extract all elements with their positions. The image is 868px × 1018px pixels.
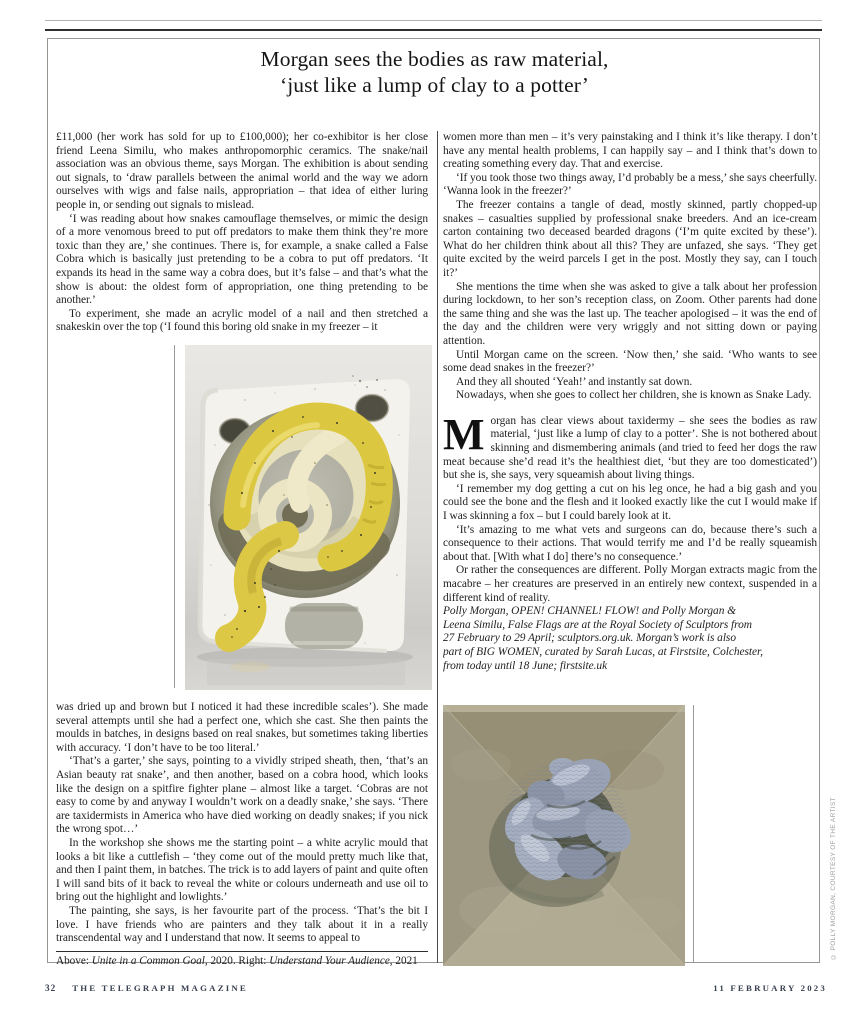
footer-left: [45, 983, 248, 993]
headline-line-2: ‘just like a lump of clay to a potter’: [279, 73, 590, 97]
body-paragraph: ‘I remember my dog getting a cut on his leg once, he had a big gash and you could see the bone and the flesh and it looked exactly like the cut I would make if I was skinning a fox – but I could barely look at it.: [443, 482, 817, 523]
listing-line: Leena Similu, False Flags are at the Royal Society of Sculptors from: [443, 618, 752, 631]
drop-cap-paragraph: [443, 409, 817, 483]
body-paragraph: In the workshop she shows me the starting point – a white acrylic mould that looks a bit like a cuttlefish – ‘they come out of the mould pretty much like that, and then I paint them, in batches. The trick is to add layers of paint and quite often I will sand bits of it back to reveal the white or colours underneath and use oil to bring out the highlight and lowlights.’: [56, 836, 428, 904]
left-column-upper-text: [56, 131, 428, 344]
caption-year-right: , 2021: [389, 955, 418, 967]
headline-line-1: Morgan sees the bodies as raw material,: [260, 47, 609, 71]
pull-quote-headline: [47, 46, 822, 98]
left-column-lower-text: [56, 701, 428, 949]
body-paragraph: Until Morgan came on the screen. ‘Now then,’ she said. ‘Who wants to see some dead snakes in the freezer?’: [443, 348, 817, 375]
caption-rule: [56, 951, 428, 952]
body-paragraph: She mentions the time when she was asked to give a talk about her profession during lockdown, to her son’s reception class, on Zoom. Other parents had done the same thing and she was the last up. The teacher apologised – it was the end of the day and the children were very wriggly and not sitting down or paying attention.: [443, 280, 817, 347]
caption-title-left: Unite in a Common Goal: [91, 955, 205, 967]
artwork-keyline-right: [693, 705, 694, 963]
right-column: [443, 131, 817, 703]
artwork-keyline-left: [174, 345, 175, 688]
body-paragraph: £11,000 (her work has sold for up to £100,000); her co-exhibitor is her close friend Leena Similu, who makes anthropomorphic ceramics. The snake/nail association was an obvious theme, says Morgan. The exhibition is about sending out signals, to ‘draw parallels between the animal world and the way we adorn ourselves with wigs and false nails, appropriation – that idea of either luring people in, or sending out signals to mislead.: [56, 131, 428, 211]
body-paragraph: Or rather the consequences are different. Polly Morgan extracts magic from the macabre – her creatures are preserved in an entirely new context, suspended in a different kind of reality.: [443, 564, 817, 604]
artwork-image-understand-your-audience: [443, 705, 685, 966]
issue-date: 11 FEBRUARY 2023: [713, 983, 827, 993]
body-paragraph: The freezer contains a tangle of dead, mostly skinned, partly chopped-up snakes – casualties supplied by professional snake breeders. And an ice-cream carton containing two deceased bearded dragons (‘I’m quite excited by these’). What do her children think about all this? They are unfazed, she says. ‘They get quite excited by the weird parcels I get in the post. Mostly they say, can I touch it?’: [443, 198, 817, 279]
magazine-title: THE TELEGRAPH MAGAZINE: [72, 983, 249, 993]
caption: [56, 955, 428, 968]
top-rule-light: [45, 20, 822, 21]
right-column-part1: [443, 131, 817, 403]
caption-separator: , 2020. Right:: [204, 955, 270, 967]
body-paragraph: And they all shouted ‘Yeah!’ and instantly sat down.: [456, 375, 693, 388]
caption-above-label: Above:: [56, 955, 92, 967]
photo-credit-vertical: © POLLY MORGAN, COURTESY OF THE ARTIST: [830, 797, 837, 960]
page-number: 32: [45, 983, 57, 993]
body-paragraph: To experiment, she made an acrylic model of a nail and then stretched a snakeskin over the top (‘I found this boring old snake in my freezer – it: [56, 307, 428, 334]
drop-cap-paragraph-text: organ has clear views about taxidermy – she sees the bodies as raw material, ‘just like a lump of clay to a potter’. She is not bothered about skinning and dismembering animals (and tried to feed her dogs the raw meat because she’d read it’s the healthiest diet, ‘but they are too domesticated’) but she is, she says, very squeamish about living things.: [443, 414, 817, 482]
drop-cap-letter: M: [443, 409, 485, 459]
top-rule-dark: [45, 29, 822, 31]
column-divider-rule: [437, 131, 438, 963]
right-column-part2: [443, 483, 817, 605]
body-paragraph: ‘If you took those two things away, I’d probably be a mess,’ she says cheerfully. ‘Wanna look in the freezer?’: [443, 171, 817, 198]
body-paragraph: Nowadays, when she goes to collect her children, she is known as Snake Lady.: [456, 389, 812, 402]
listing-line: 27 February to 29 April; sculptors.org.uk. Morgan’s work is also: [443, 632, 736, 645]
listing-line: Polly Morgan, OPEN! CHANNEL! FLOW! and Polly Morgan &: [443, 605, 736, 618]
caption-title-right: Understand Your Audience: [269, 955, 390, 967]
listing-line: from today until 18 June; firstsite.uk: [443, 659, 608, 672]
exhibition-listing: [443, 605, 817, 673]
artwork-image-unite-in-a-common-goal: [185, 345, 432, 690]
listing-line: part of BIG WOMEN, curated by Sarah Lucas, at Firstsite, Colchester,: [443, 645, 763, 658]
body-paragraph: The painting, she says, is her favourite part of the process. ‘That’s the bit I love. I have friends who are painters and they talk about it in a really transcendental way and I understand that now. It seems to appeal to: [56, 904, 428, 945]
body-paragraph: ‘It’s amazing to me what vets and surgeons can do, because there’s such a consequence to their actions. That would terrify me and I’d be really squeamish about that. [With what I do] there’s no consequence.’: [443, 523, 817, 563]
body-paragraph: was dried up and brown but I noticed it had these incredible scales’). She made several attempts until she had a perfect one, which she cast. She then paints the moulds in batches, in designs based on real snakes, but sometimes taking liberties with accuracy. ‘I don’t have to be too literal.’: [56, 701, 428, 754]
body-paragraph: ‘That’s a garter,’ she says, pointing to a vividly striped sheath, then, ‘that’s an Asian beauty rat snake’, and then another, based on a cobra hood, which looks like the design on a spitfire fighter plane – almost like a target. ‘Cobras are not easy to come by and anyway I wouldn’t work on a deadly snake,’ she says. ‘There are taxidermists in America who have died working on deadly snakes; if you nick the wrong spot…’: [56, 755, 428, 836]
body-paragraph: ‘I was reading about how snakes camouflage themselves, or mimic the design of a more venomous breed to put off predators to make them think they’re more toxic than they are,’ she continues. There is, for example, a snake called a False Cobra which is basically just pretending to be a cobra to put off predators. ‘It expands its head in the same way a cobra does, but it’s false – and that’s what the show is about: the oldest form of appropriation, one thing pretending to be another.’: [56, 212, 428, 307]
body-paragraph: women more than men – it’s very painstaking and I think it’s like therapy. I don’t have any mental health problems, I can happily say – and I think that’s down to creating something every day. That and exercise.: [443, 131, 817, 171]
